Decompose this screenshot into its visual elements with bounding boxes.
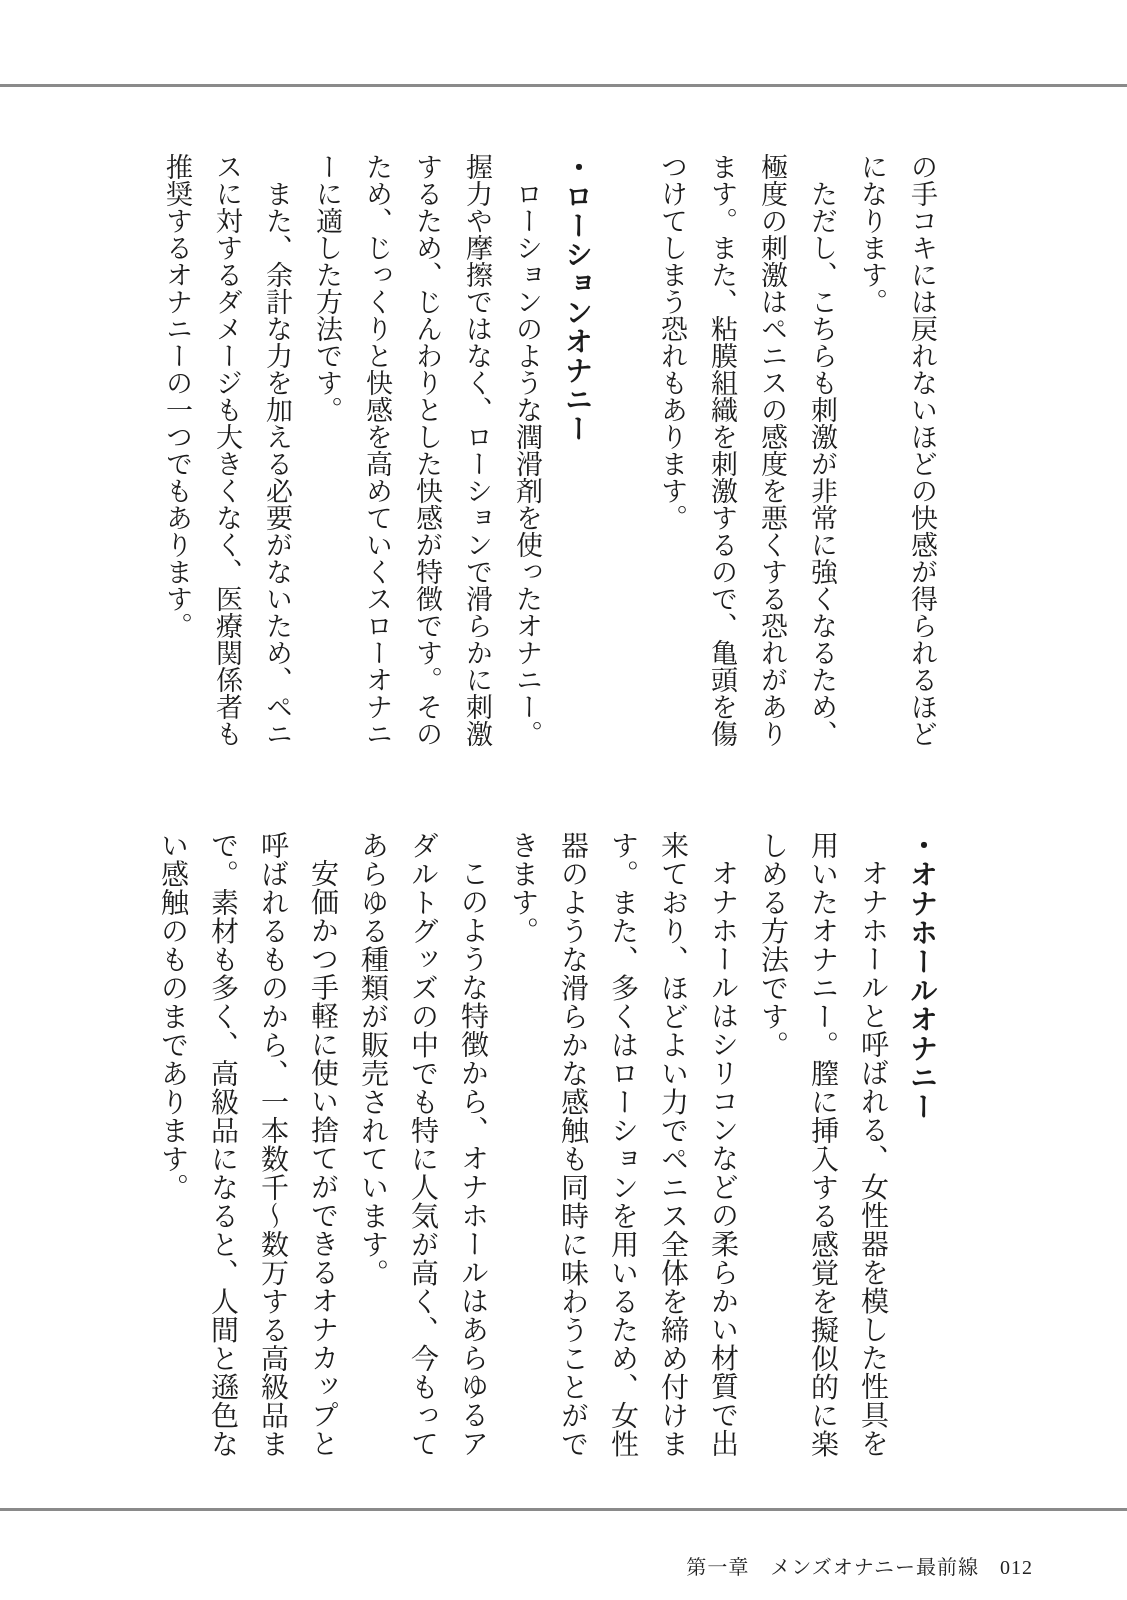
text-band-bottom: [147, 831, 947, 1461]
paragraph: ただし、こちらも刺激が非常に強くなるため、極度の刺激はペニスの感度を悪くする恐れがあります。また、粘膜組織を刺激するので、亀頭を傷つけてしまう恐れもあります。: [657, 153, 837, 747]
paragraph: 安価かつ手軽に使い捨てができるオナカップと呼ばれるものから、一本数千〜数万する高級品まで。素材も多く、高級品になると、人間と遜色ない感触のものまであります。: [157, 831, 338, 1458]
paragraph: また、余計な力を加える必要がないため、ペニスに対するダメージも大きくなく、医療関係者も推奨するオナニーの一つでもあります。: [162, 153, 292, 747]
paragraph: ローションのような潤滑剤を使ったオナニー。握力や摩擦ではなく、ローションで滑らかに刺激するため、じんわりとした快感が特徴です。そのため、じっくりと快感を高めていくスローオナニーに適した方法です。: [312, 153, 542, 747]
text-band-top: [152, 153, 947, 749]
top-rule-divider: [0, 84, 1127, 87]
paragraph: オナホールと呼ばれる、女性器を模した性具を用いたオナニー。膣に挿入する感覚を擬似的に楽しめる方法です。: [757, 831, 888, 1458]
paragraph-continuation: の手コキには戻れないほどの快感が得られるほどになります。: [857, 153, 937, 747]
paragraph: オナホールはシリコンなどの柔らかい材質で出来ており、ほどよい力でペニス全体を締め付けます。また、多くはローションを用いるため、女性器のような滑らかな感触も同時に味わうことができます。: [507, 831, 738, 1458]
page-footer: [662, 1528, 1033, 1600]
footer-running-title: 第一章 メンズオナニー最前線 012: [686, 1557, 1033, 1579]
paragraph: このような特徴から、オナホールはあらゆるアダルトグッズの中でも特に人気が高く、今もってあらゆる種類が販売されています。: [357, 831, 488, 1458]
bottom-rule-divider: [0, 1508, 1127, 1511]
section-heading-lotion: ・ローションオナニー: [562, 153, 593, 443]
section-heading-onahole: ・オナホールオナニー: [907, 831, 938, 1121]
